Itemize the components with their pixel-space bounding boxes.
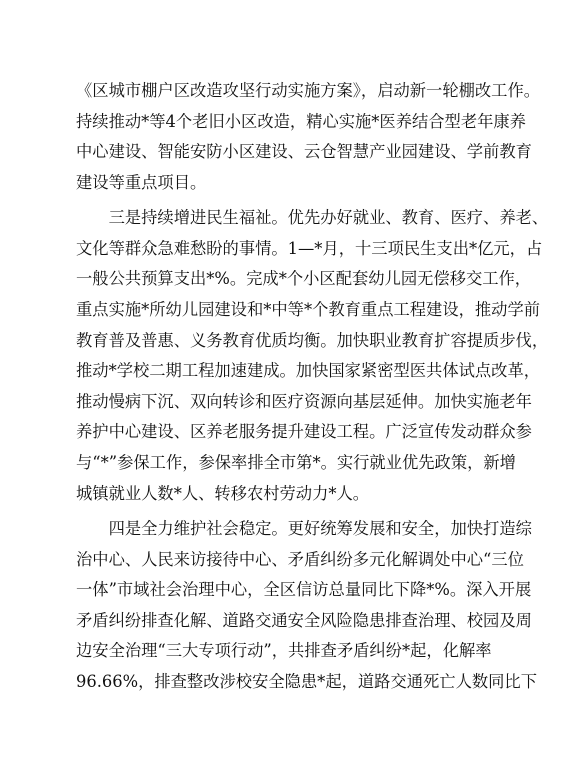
text-line: 中心建设、智能安防小区建设、云仓智慧产业园建设、学前教育 xyxy=(76,142,532,162)
text-line: 四是全力维护社会稳定。更好统筹发展和安全，加快打造综 xyxy=(76,518,532,538)
document-body xyxy=(76,76,549,697)
text-line: 持续推动*等4个老旧小区改造，精心实施*医养结合型老年康养 xyxy=(76,111,526,131)
text-line: 三是持续增进民生福祉。优先办好就业、教育、医疗、养老、 xyxy=(76,208,549,228)
text-line: 《区城市棚户区改造攻坚行动实施方案》，启动新一轮棚改工作。 xyxy=(76,81,541,100)
text-line: 边安全治理“三大专项行动”，共排查矛盾纠纷*起，化解率 xyxy=(76,641,492,661)
text-line: 96.66%，排查整改涉校安全隐患*起，道路交通死亡人数同比下 xyxy=(76,671,537,691)
text-line: 矛盾纠纷排查化解、道路交通安全风险隐患排查治理、校园及周 xyxy=(76,610,532,630)
text-line: 养护中心建设、区养老服务提升建设工程。广泛宣传发动群众参 xyxy=(76,422,532,442)
text-line: 一般公共预算支出*%。完成*个小区配套幼儿园无偿移交工作， xyxy=(76,269,532,289)
text-line: 重点实施*所幼儿园建设和*中等*个教育重点工程建设，推动学前 xyxy=(76,299,541,319)
text-line: 推动慢病下沉、双向转诊和医疗资源向基层延伸。加快实施老年 xyxy=(76,391,532,411)
text-line: 治中心、人民来访接待中心、矛盾纠纷多元化解调处中心“三位 xyxy=(76,549,524,569)
text-line: 一体”市域社会治理中心，全区信访总量同比下降*%。深入开展 xyxy=(76,580,532,600)
text-line: 文化等群众急难愁盼的事情。1—*月，十三项民生支出*亿元，占 xyxy=(76,238,543,258)
text-line: 建设等重点项目。 xyxy=(76,172,207,192)
text-line: 推动*学校二期工程加速建成。加快国家紧密型医共体试点改革， xyxy=(76,361,541,381)
text-line: 城镇就业人数*人、转移农村劳动力*人。 xyxy=(76,483,370,503)
text-line: 与“*”参保工作，参保率排全市第*。实行就业优先政策，新增 xyxy=(76,452,516,472)
text-line: 教育普及普惠、义务教育优质均衡。加快职业教育扩容提质步伐， xyxy=(76,330,549,350)
